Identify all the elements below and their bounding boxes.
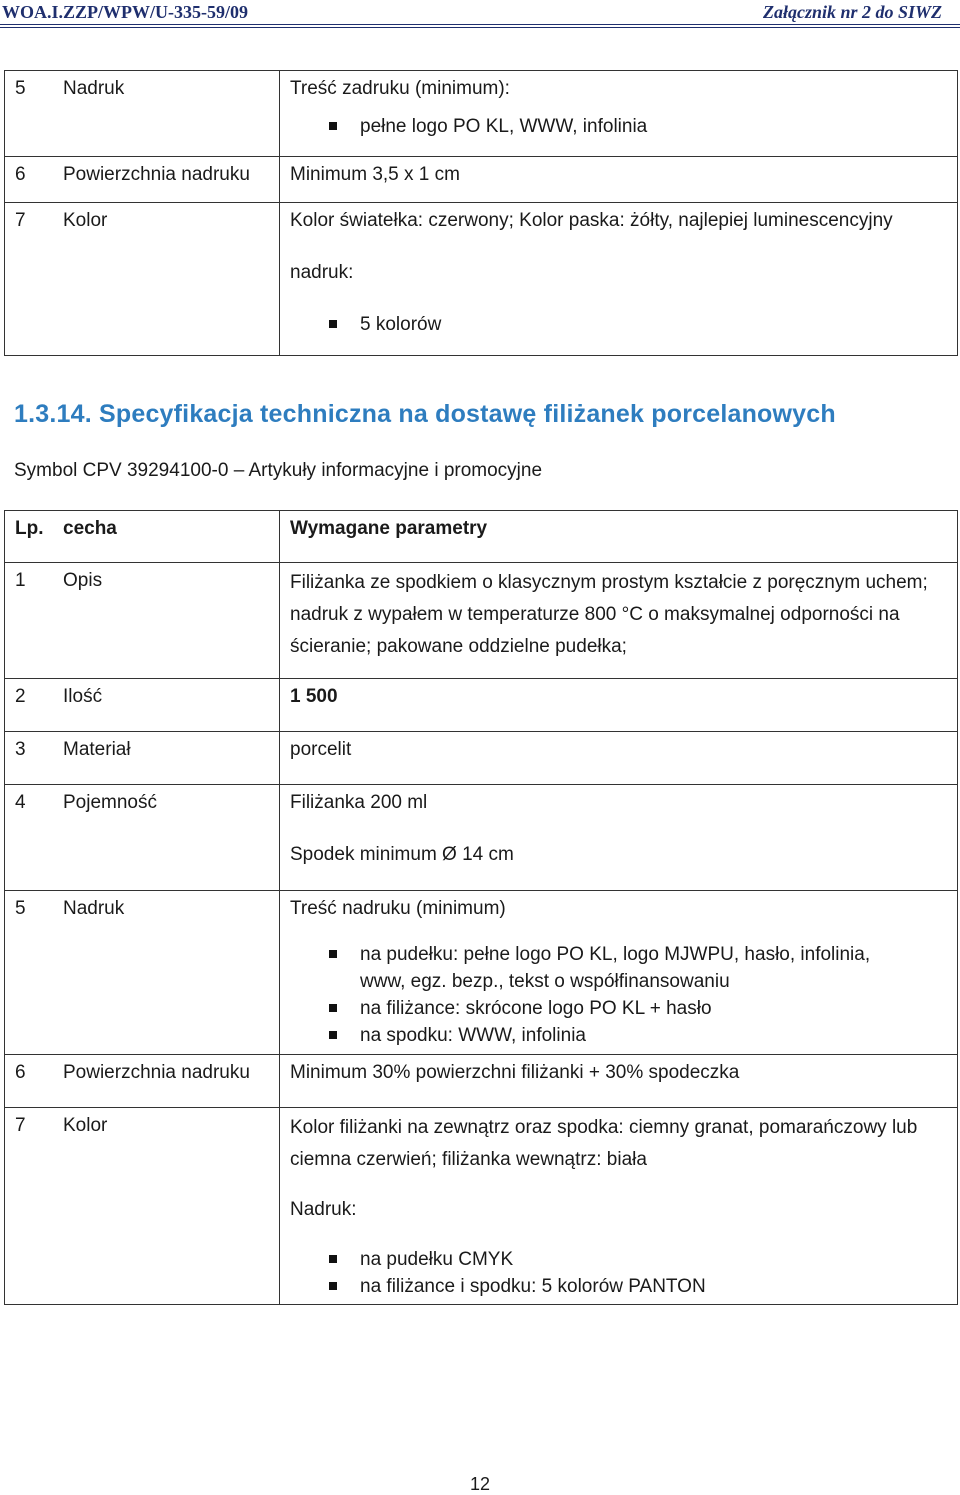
feature-name: Nadruk — [63, 898, 125, 919]
table-row — [5, 203, 958, 356]
spec-table-cups — [4, 510, 958, 1305]
table-row — [5, 1055, 958, 1108]
bullet-list — [290, 311, 947, 338]
feature-value — [280, 785, 957, 873]
table-row — [5, 157, 958, 203]
feature-name: Opis — [63, 570, 103, 591]
value-line: Kolor filiżanki na zewnątrz oraz spodka: ciemny granat, pomarańczowy lub ciemna czerwień; filiżanka wewnątrz: biała — [290, 1117, 918, 1170]
row-number: 5 — [15, 78, 26, 99]
feature-value: Filiżanka ze spodkiem o klasycznym prostym kształcie z poręcznym uchem; nadruk z wypałem w temperaturze 800 °C o maksymalnej odporności na ścieranie; pakowane oddzielne pudełka; — [290, 572, 928, 657]
row-number: 5 — [15, 898, 26, 919]
feature-value — [280, 1108, 957, 1304]
list-item: pełne logo PO KL, WWW, infolinia — [360, 113, 947, 140]
feature-name: Materiał — [63, 739, 131, 760]
value-line: Spodek minimum Ø 14 cm — [290, 844, 514, 865]
feature-value: porcelit — [290, 739, 352, 760]
table-row — [5, 563, 958, 679]
document-reference: WOA.I.ZZP/WPW/U-335-59/09 — [2, 2, 248, 22]
feature-value — [280, 71, 957, 144]
section-title: 1.3.14. Specyfikacja techniczna na dostawę filiżanek porcelanowych — [14, 400, 836, 428]
attachment-label: Załącznik nr 2 do SIWZ — [762, 2, 942, 22]
bullet-list — [290, 1246, 947, 1300]
table-row — [5, 732, 958, 785]
value-line: Nadruk: — [290, 1199, 357, 1220]
table-row — [5, 1108, 958, 1305]
row-number: 3 — [15, 739, 26, 760]
page-header — [0, 0, 960, 26]
row-number: 7 — [15, 1115, 26, 1136]
table-row — [5, 71, 958, 157]
page-number: 12 — [469, 1474, 491, 1494]
feature-name: Kolor — [63, 1115, 108, 1136]
column-header-lp: Lp. — [15, 518, 44, 539]
table-row — [5, 679, 958, 732]
feature-value: Minimum 3,5 x 1 cm — [290, 164, 460, 185]
row-number: 7 — [15, 210, 26, 231]
table-header-row — [5, 511, 958, 563]
value-line: Treść zadruku (minimum): — [290, 78, 510, 99]
table-row — [5, 785, 958, 891]
spec-table-continued — [4, 70, 958, 356]
row-number: 4 — [15, 792, 26, 813]
bullet-list — [290, 941, 947, 1049]
row-number: 2 — [15, 686, 26, 707]
list-item: na filiżance i spodku: 5 kolorów PANTON — [360, 1273, 947, 1300]
feature-value — [280, 203, 957, 342]
feature-name: Nadruk — [63, 78, 125, 99]
feature-name: Pojemność — [63, 792, 157, 813]
column-header-parameters: Wymagane parametry — [290, 518, 488, 539]
list-item: na pudełku CMYK — [360, 1246, 947, 1273]
cpv-code: Symbol CPV 39294100-0 – Artykuły informacyjne i promocyjne — [14, 460, 543, 481]
feature-name: Powierzchnia nadruku — [63, 164, 250, 185]
value-line: Kolor światełka: czerwony; Kolor paska: żółty, najlepiej luminescencyjny — [290, 210, 893, 231]
table-row — [5, 891, 958, 1055]
feature-name: Kolor — [63, 210, 108, 231]
value-line: Filiżanka 200 ml — [290, 792, 428, 813]
row-number: 6 — [15, 164, 26, 185]
feature-value: Minimum 30% powierzchni filiżanki + 30% spodeczka — [290, 1062, 740, 1083]
column-header-feature: cecha — [63, 518, 117, 539]
feature-name: Ilość — [63, 686, 103, 707]
list-item: na pudełku: pełne logo PO KL, logo MJWPU, hasło, infolinia, www, egz. bezp., tekst o współfinansowaniu — [360, 941, 917, 995]
header-rule — [0, 24, 960, 25]
list-item: na filiżance: skrócone logo PO KL + hasło — [360, 995, 917, 1022]
feature-value — [280, 891, 957, 1053]
row-number: 1 — [15, 570, 26, 591]
feature-name: Powierzchnia nadruku — [63, 1062, 250, 1083]
header-rule-2 — [0, 27, 960, 28]
feature-value: 1 500 — [290, 686, 338, 707]
bullet-list — [290, 113, 947, 140]
value-line: nadruk: — [290, 262, 354, 283]
list-item: 5 kolorów — [360, 311, 947, 338]
list-item: na spodku: WWW, infolinia — [360, 1022, 917, 1049]
value-line: Treść nadruku (minimum) — [290, 898, 506, 919]
row-number: 6 — [15, 1062, 26, 1083]
